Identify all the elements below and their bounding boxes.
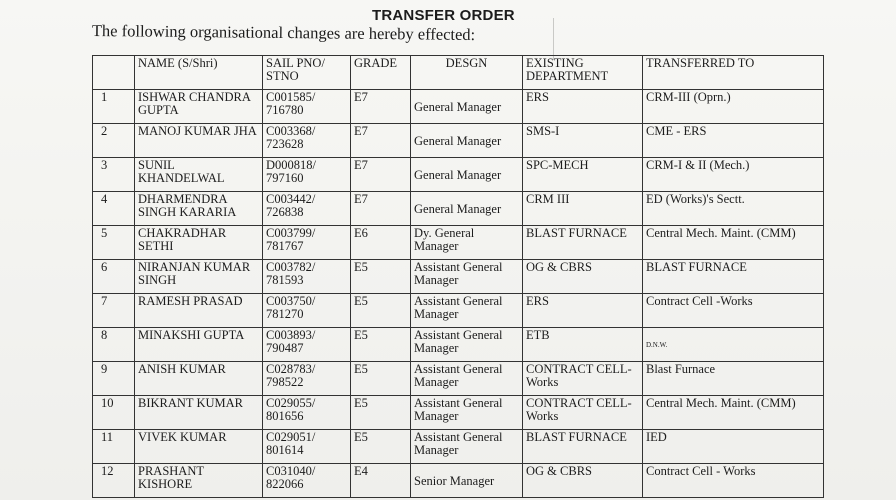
table-row — [93, 158, 824, 192]
transferred-to: IED — [643, 430, 824, 464]
grade: E6 — [351, 226, 411, 260]
employee-name: RAMESH PRASAD — [135, 294, 263, 328]
grade: E5 — [351, 362, 411, 396]
row-number: 3 — [93, 158, 135, 192]
col-header-grade: GRADE — [351, 56, 411, 90]
employee-name: MANOJ KUMAR JHA — [135, 124, 263, 158]
transferred-to: Contract Cell -Works — [643, 294, 824, 328]
existing-department: CONTRACT CELL- Works — [523, 396, 643, 430]
col-header-pno: SAIL PNO/ STNO — [263, 56, 351, 90]
designation: General Manager — [411, 124, 523, 158]
row-number: 8 — [93, 328, 135, 362]
employee-name: PRASHANT KISHORE — [135, 464, 263, 498]
col-header-name: NAME (S/Shri) — [135, 56, 263, 90]
existing-department: BLAST FURNACE — [523, 430, 643, 464]
table-row — [93, 260, 824, 294]
table-row — [93, 226, 824, 260]
row-number: 9 — [93, 362, 135, 396]
designation: Assistant General Manager — [411, 294, 523, 328]
sail-pno: D000818/ 797160 — [263, 158, 351, 192]
table-row — [93, 362, 824, 396]
existing-department: ERS — [523, 90, 643, 124]
existing-department: CRM III — [523, 192, 643, 226]
sail-pno: C029055/ 801656 — [263, 396, 351, 430]
transferred-to: Blast Furnace — [643, 362, 824, 396]
designation: General Manager — [411, 90, 523, 124]
employee-name: NIRANJAN KUMAR SINGH — [135, 260, 263, 294]
existing-department: SMS-I — [523, 124, 643, 158]
row-number: 10 — [93, 396, 135, 430]
row-number: 11 — [93, 430, 135, 464]
designation: Assistant General Manager — [411, 260, 523, 294]
grade: E7 — [351, 192, 411, 226]
table-row — [93, 464, 824, 498]
row-number: 12 — [93, 464, 135, 498]
employee-name: BIKRANT KUMAR — [135, 396, 263, 430]
table-row — [93, 328, 824, 362]
employee-name: MINAKSHI GUPTA — [135, 328, 263, 362]
employee-name: SUNIL KHANDELWAL — [135, 158, 263, 192]
transferred-to: CRM-III (Oprn.) — [643, 90, 824, 124]
grade: E7 — [351, 124, 411, 158]
row-number: 7 — [93, 294, 135, 328]
grade: E5 — [351, 430, 411, 464]
scan-mark — [553, 18, 554, 60]
transferred-to: Contract Cell - Works — [643, 464, 824, 498]
grade: E5 — [351, 396, 411, 430]
employee-name: CHAKRADHAR SETHI — [135, 226, 263, 260]
existing-department: OG & CBRS — [523, 260, 643, 294]
sail-pno: C003799/ 781767 — [263, 226, 351, 260]
col-header-no — [93, 56, 135, 90]
transferred-to: CRM-I & II (Mech.) — [643, 158, 824, 192]
col-header-existing: EXISTING DEPARTMENT — [523, 56, 643, 90]
employee-name: DHARMENDRA SINGH KARARIA — [135, 192, 263, 226]
sail-pno: C003442/ 726838 — [263, 192, 351, 226]
existing-department: SPC-MECH — [523, 158, 643, 192]
sail-pno: C001585/ 716780 — [263, 90, 351, 124]
row-number: 2 — [93, 124, 135, 158]
row-number: 5 — [93, 226, 135, 260]
designation: Assistant General Manager — [411, 328, 523, 362]
row-number: 6 — [93, 260, 135, 294]
table-row — [93, 396, 824, 430]
grade: E5 — [351, 260, 411, 294]
row-number: 1 — [93, 90, 135, 124]
grade: E5 — [351, 294, 411, 328]
transferred-to: CME - ERS — [643, 124, 824, 158]
sail-pno: C003782/ 781593 — [263, 260, 351, 294]
grade: E4 — [351, 464, 411, 498]
table-row — [93, 192, 824, 226]
sail-pno: C028783/ 798522 — [263, 362, 351, 396]
transferred-to: ED (Works)'s Sectt. — [643, 192, 824, 226]
existing-department: BLAST FURNACE — [523, 226, 643, 260]
employee-name: ISHWAR CHANDRA GUPTA — [135, 90, 263, 124]
sail-pno: C003750/ 781270 — [263, 294, 351, 328]
transferred-to: D.N.W. — [643, 328, 824, 362]
designation: Senior Manager — [411, 464, 523, 498]
transferred-to: Central Mech. Maint. (CMM) — [643, 226, 824, 260]
employee-name: VIVEK KUMAR — [135, 430, 263, 464]
designation: Assistant General Manager — [411, 362, 523, 396]
table-row — [93, 90, 824, 124]
existing-department: ERS — [523, 294, 643, 328]
designation: Assistant General Manager — [411, 396, 523, 430]
transfer-table — [92, 55, 824, 498]
grade: E7 — [351, 90, 411, 124]
existing-department: ETB — [523, 328, 643, 362]
col-header-desgn: DESGN — [411, 56, 523, 90]
table-header-row — [93, 56, 824, 90]
sail-pno: C029051/ 801614 — [263, 430, 351, 464]
employee-name: ANISH KUMAR — [135, 362, 263, 396]
designation: Dy. General Manager — [411, 226, 523, 260]
designation: Assistant General Manager — [411, 430, 523, 464]
table-row — [93, 124, 824, 158]
table-row — [93, 430, 824, 464]
transferred-to: BLAST FURNACE — [643, 260, 824, 294]
existing-department: OG & CBRS — [523, 464, 643, 498]
designation: General Manager — [411, 158, 523, 192]
grade: E5 — [351, 328, 411, 362]
row-number: 4 — [93, 192, 135, 226]
sail-pno: C003368/ 723628 — [263, 124, 351, 158]
document-title: TRANSFER ORDER — [372, 7, 515, 24]
sail-pno: C031040/ 822066 — [263, 464, 351, 498]
transferred-to: Central Mech. Maint. (CMM) — [643, 396, 824, 430]
sail-pno: C003893/ 790487 — [263, 328, 351, 362]
intro-text: The following organisational changes are hereby effected: — [91, 21, 476, 45]
grade: E7 — [351, 158, 411, 192]
col-header-transferred: TRANSFERRED TO — [643, 56, 824, 90]
existing-department: CONTRACT CELL- Works — [523, 362, 643, 396]
table-row — [93, 294, 824, 328]
designation: General Manager — [411, 192, 523, 226]
